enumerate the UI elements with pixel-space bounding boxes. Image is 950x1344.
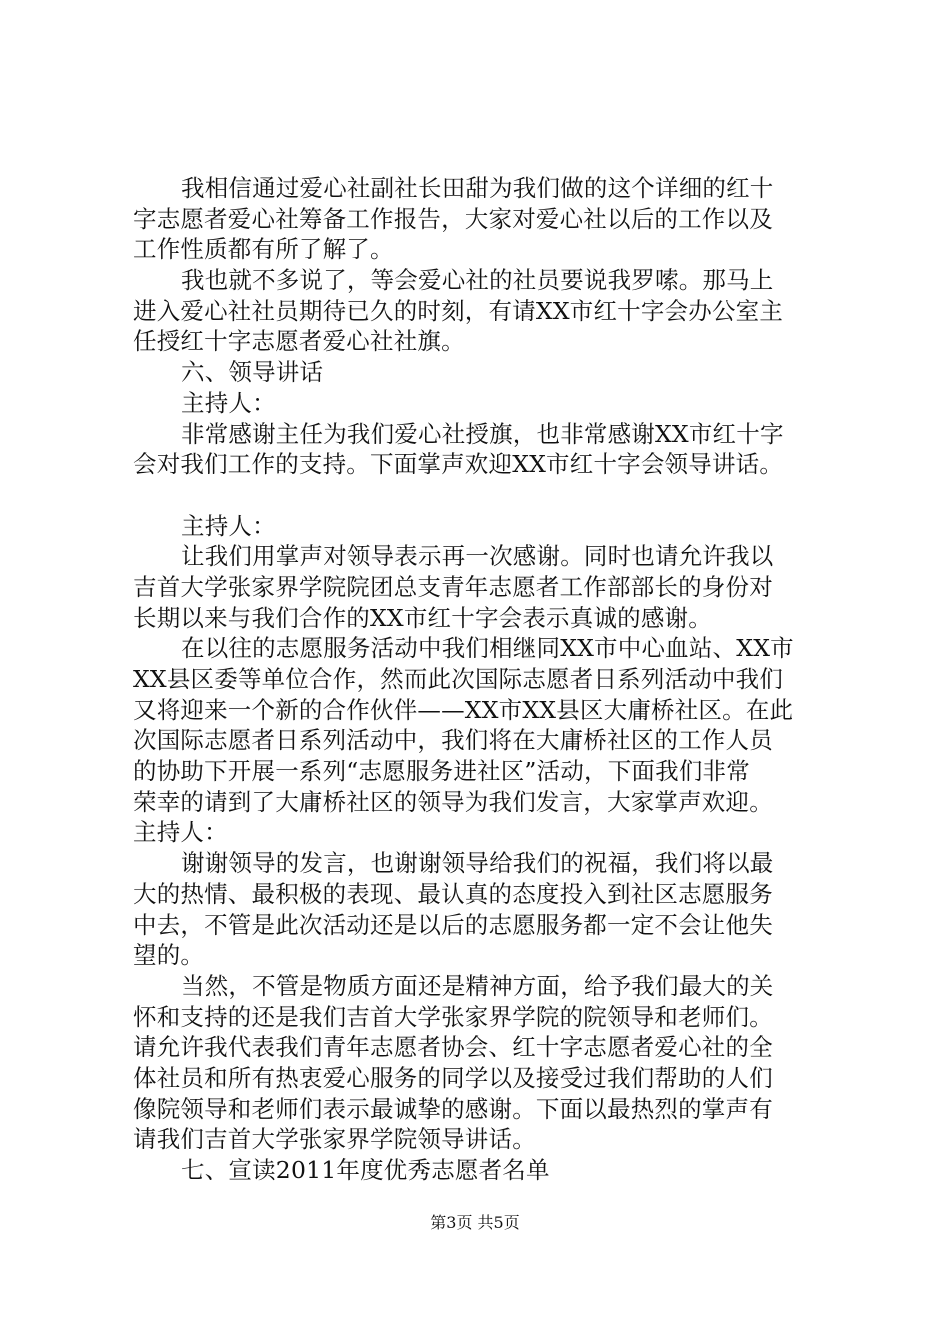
text-line: 任授红十字志愿者爱心社社旗。 xyxy=(133,327,465,355)
text-line: XX县区委等单位合作，然而此次国际志愿者日系列活动中我们 xyxy=(133,665,784,693)
text-line: 长期以来与我们合作的XX市红十字会表示真诚的感谢。 xyxy=(133,604,712,632)
text-line: 望的。 xyxy=(133,941,205,969)
text-line: 主持人： xyxy=(181,389,276,417)
text-line: 让我们用掌声对领导表示再一次感谢。同时也请允许我以 xyxy=(181,542,774,570)
text-line: 进入爱心社社员期待已久的时刻，有请XX市红十字会办公室主 xyxy=(133,297,784,325)
text-line: 的协助下开展一系列“志愿服务进社区”活动，下面我们非常 xyxy=(133,757,750,785)
text-line: 体社员和所有热衷爱心服务的同学以及接受过我们帮助的人们 xyxy=(133,1064,773,1092)
text-line: 我也就不多说了，等会爱心社的社员要说我罗嗦。那马上 xyxy=(181,266,774,294)
text-line: 又将迎来一个新的合作伙伴——XX市XX县区大庸桥社区。在此 xyxy=(133,696,794,724)
text-line: 会对我们工作的支持。下面掌声欢迎XX市红十字会领导讲话。 xyxy=(133,450,784,478)
page-number-footer: 第3页 共5页 xyxy=(430,1213,520,1232)
text-line: 大的热情、最积极的表现、最认真的态度投入到社区志愿服务 xyxy=(133,880,773,908)
text-line: 当然，不管是物质方面还是精神方面，给予我们最大的关 xyxy=(181,972,774,1000)
text-line: 请允许我代表我们青年志愿者协会、红十字志愿者爱心社的全 xyxy=(133,1033,773,1061)
text-line: 我相信通过爱心社副社长田甜为我们做的这个详细的红十 xyxy=(181,174,774,202)
text-line: 次国际志愿者日系列活动中，我们将在大庸桥社区的工作人员 xyxy=(133,726,773,754)
text-line: 非常感谢主任为我们爱心社授旗，也非常感谢XX市红十字 xyxy=(181,420,784,448)
text-line: 怀和支持的还是我们吉首大学张家界学院的院领导和老师们。 xyxy=(133,1003,773,1031)
text-line: 请我们吉首大学张家界学院领导讲话。 xyxy=(133,1125,536,1153)
text-line: 中去，不管是此次活动还是以后的志愿服务都一定不会让他失 xyxy=(133,911,773,939)
text-line: 工作性质都有所了解了。 xyxy=(133,235,394,263)
text-line: 谢谢领导的发言，也谢谢领导给我们的祝福，我们将以最 xyxy=(181,849,774,877)
text-line: 在以往的志愿服务活动中我们相继同XX市中心血站、XX市 xyxy=(181,634,794,662)
text-line: 六、领导讲话 xyxy=(181,358,324,386)
text-line: 字志愿者爱心社筹备工作报告，大家对爱心社以后的工作以及 xyxy=(133,205,773,233)
text-line: 吉首大学张家界学院院团总支青年志愿者工作部部长的身份对 xyxy=(133,573,773,601)
text-line: 七、宣读2011年度优秀志愿者名单 xyxy=(181,1156,550,1184)
text-line: 主持人： xyxy=(133,818,228,846)
text-line: 荣幸的请到了大庸桥社区的领导为我们发言，大家掌声欢迎。 xyxy=(133,788,773,816)
text-line: 主持人： xyxy=(181,512,276,540)
text-line: 像院领导和老师们表示最诚挚的感谢。下面以最热烈的掌声有 xyxy=(133,1095,773,1123)
